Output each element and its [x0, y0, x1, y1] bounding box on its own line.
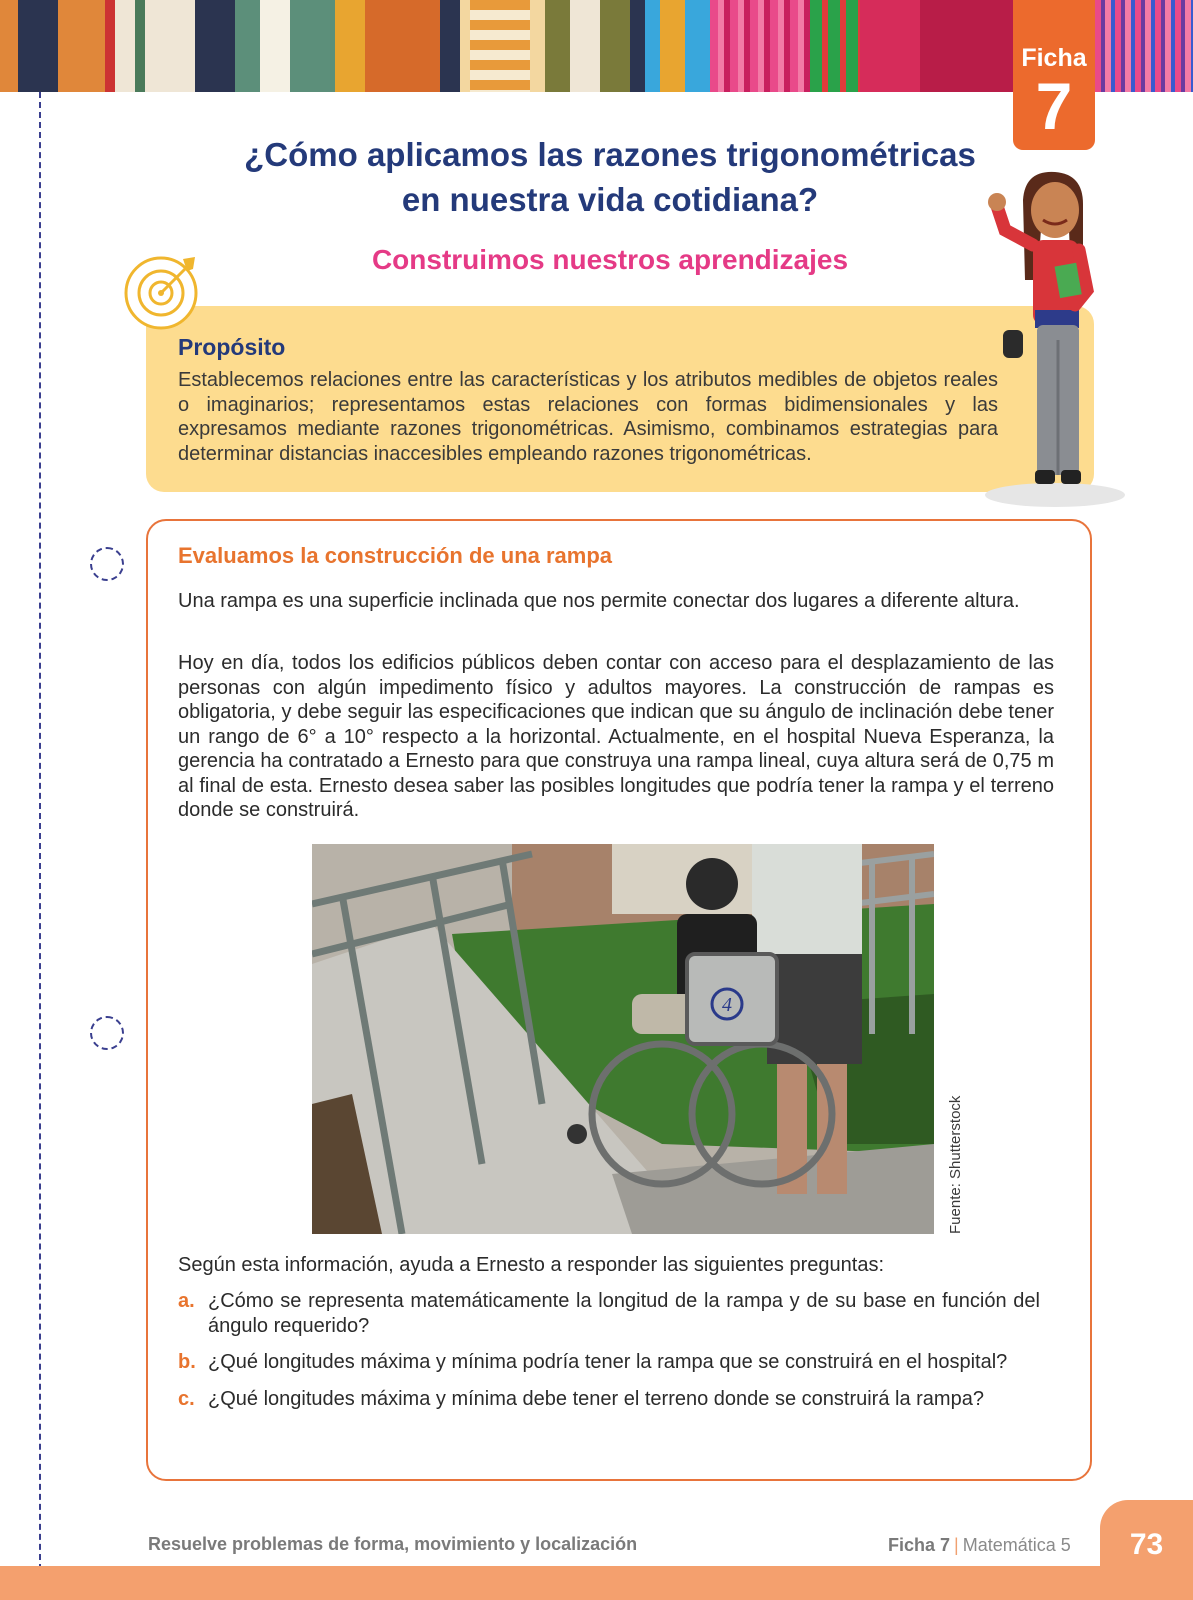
footer-competency: Resuelve problemas de forma, movimiento y localización [148, 1534, 638, 1554]
dashed-circle-icon [90, 547, 124, 581]
footer-separator: | [954, 1535, 959, 1555]
footer-reference [888, 1535, 1071, 1556]
footer-ficha: Ficha 7 [888, 1535, 951, 1555]
page-title [200, 132, 1020, 222]
target-icon [123, 253, 201, 336]
footer-subject: Matemática 5 [962, 1535, 1071, 1555]
page-title-line1: ¿Cómo aplicamos las razones trigonométricas [244, 136, 976, 173]
binding-dashed-line [39, 92, 41, 1600]
photo-credit: Fuente: Shutterstock [947, 1095, 964, 1234]
questions-intro: Según esta información, ayuda a Ernesto a responder las siguientes preguntas: [178, 1254, 884, 1276]
dashed-circle-icon [90, 1016, 124, 1050]
student-illustration [975, 170, 1125, 515]
ramp-photo [312, 844, 934, 1234]
list-item [178, 1387, 1040, 1412]
page-number-tab [1100, 1500, 1193, 1600]
question-text: ¿Qué longitudes máxima y mínima podría tener la rampa que se construirá en el hospital? [208, 1351, 1008, 1373]
question-letter: b. [178, 1351, 196, 1373]
activity-card [146, 519, 1092, 1481]
activity-paragraph-2: Hoy en día, todos los edificios públicos deben contar con acceso para el desplazamiento de las personas con algún impedimento físico y adultos mayores. La construcción de rampas es obligatoria, y debe seguir las especificaciones que indican que su ángulo de inclinación debe tener un rango de 6° a 10° respecto a la horizontal. Actualmente, en el hospital Nueva Esperanza, la gerencia ha contratado a Ernesto para que construya una rampa lineal, cuya altura será de 0,75 m al final de esta. Ernesto desea saber las posibles longitudes que podría tener la rampa y el terreno donde se construirá. [178, 652, 1054, 821]
section-subtitle: Construimos nuestros aprendizajes [371, 244, 849, 275]
question-letter: c. [178, 1387, 195, 1410]
activity-paragraph-1: Una rampa es una superficie inclinada que nos permite conectar dos lugares a diferente altura. [178, 590, 1020, 612]
ficha-tab [1013, 0, 1095, 150]
bottom-bar [0, 1566, 1193, 1600]
question-text: ¿Qué longitudes máxima y mínima debe tener el terreno donde se construirá la rampa? [208, 1387, 984, 1410]
purpose-heading: Propósito [178, 334, 286, 360]
purpose-text: Establecemos relaciones entre las características y los atributos medibles de objetos reales o imaginarios; representamos estas relaciones con formas bidimensionales y las expresamos mediante razones trigonométricas. Asimismo, combinamos estrategias para determinar distancias inaccesibles empleando razones trigonométricas. [178, 369, 998, 465]
questions-list [178, 1289, 1040, 1423]
page-number: 73 [1129, 1528, 1164, 1561]
ficha-label: Ficha [1021, 44, 1087, 72]
list-item [178, 1289, 1040, 1338]
page-title-line2: en nuestra vida cotidiana? [401, 181, 819, 218]
wheelchair-number: 4 [722, 994, 732, 1016]
list-item [178, 1350, 1040, 1375]
question-letter: a. [178, 1290, 195, 1312]
question-text: ¿Cómo se representa matemáticamente la longitud de la rampa y de su base en función del ángulo requerido? [208, 1290, 1040, 1337]
ficha-number: 7 [1035, 69, 1073, 143]
purpose-box [146, 306, 1094, 492]
activity-heading: Evaluamos la construcción de una rampa [178, 543, 613, 568]
